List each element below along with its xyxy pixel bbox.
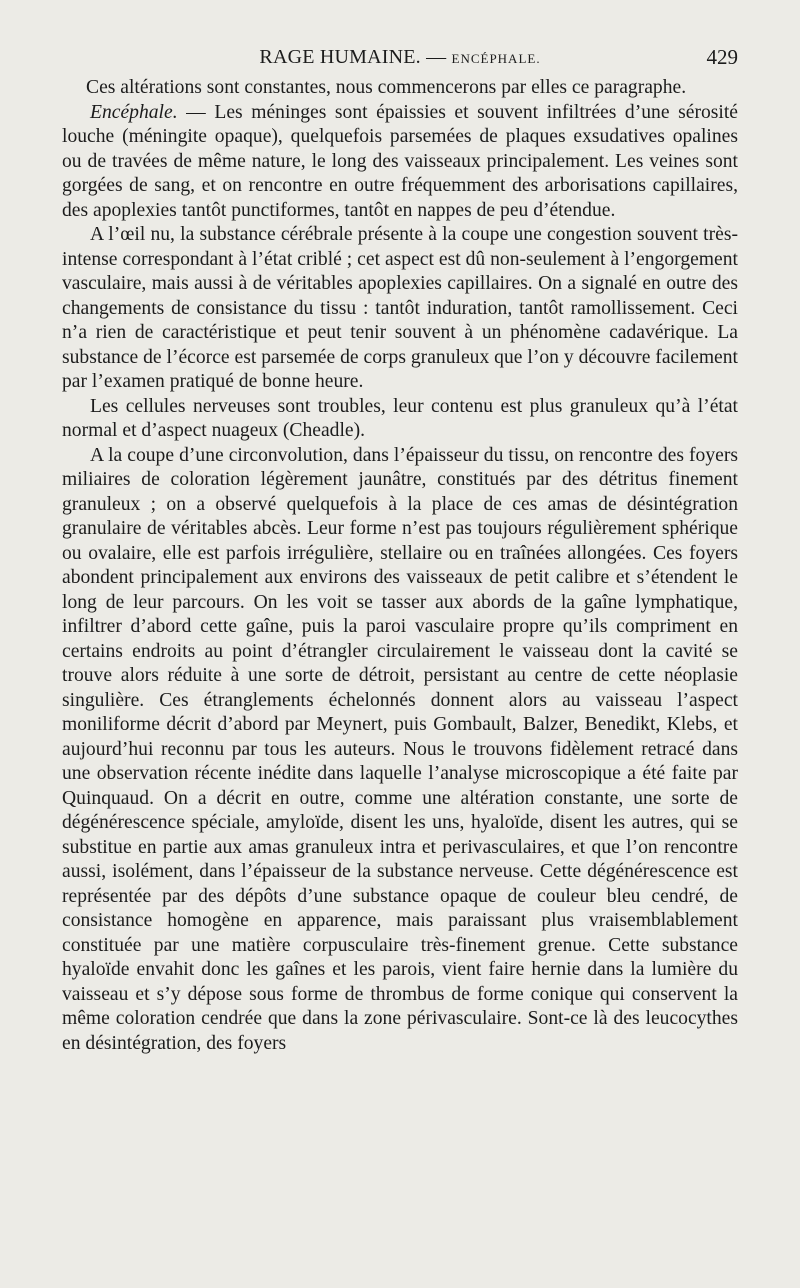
- section-heading-encephale: Encéphale.: [90, 101, 178, 123]
- paragraph-cellules: Les cellules nerveuses sont troubles, leur contenu est plus granuleux qu’à l’état normal et d’aspect nuageux (Cheadle).: [62, 395, 738, 441]
- body-text: [62, 76, 738, 1056]
- paragraph-intro: Ces altérations sont constantes, nous commencerons par elles ce paragraphe.: [86, 77, 687, 98]
- running-title-section: ENCÉPHALE.: [451, 51, 541, 66]
- page-header: [62, 42, 738, 72]
- paragraph-encephale-text: — Les méninges sont épaissies et souvent infiltrées d’une sérosité louche (méningite opaque), quelquefois parsemées de plaques exsudatives opalines ou de travées de même nature, le long des vaisseaux principalement. Les veines sont gorgées de sang, et on rencontre en outre fréquemment des arborisations capillaires, des apoplexies tantôt punctiformes, tantôt en nappes de peu d’étendue.: [62, 101, 738, 221]
- paragraph-coupe: A la coupe d’une circonvolution, dans l’épaisseur du tissu, on rencontre des foyers miliaires de coloration légèrement jaunâtre, constitués par des détritus finement granuleux ; on a observé quelquefois à la place de ces amas de désintégration granulaire de véritables abcès. Leur forme n’est pas toujours régulièrement sphérique ou ovalaire, elle est parfois irrégulière, stellaire ou en traînées allongées. Ces foyers abondent principalement aux environs des vaisseaux de petit calibre et s’étendent le long de leur parcours. On les voit se tasser aux abords de la gaîne lymphatique, infiltrer d’abord cette gaîne, puis la paroi vasculaire propre qu’ils compriment en certains endroits au point d’étrangler circulairement le vaisseau dont la cavité se trouve alors réduite à une sorte de détroit, persistant au centre de cette néoplasie singulière. Ces étranglements échelonnés donnent alors au vaisseau l’aspect moniliforme décrit d’abord par Meynert, puis Gombault, Balzer, Benedikt, Klebs, et aujourd’hui reconnu par tous les auteurs. Nous le trouvons fidèlement retracé dans une observation récente inédite dans laquelle l’analyse microscopique a été faite par Quinquaud. On a décrit en outre, comme une altération constante, une sorte de dégénérescence spéciale, amyloïde, disent les uns, hyaloïde, disent les autres, qui se substitue en partie aux amas granuleux intra et perivasculaires, et que l’on rencontre aussi, isolément, dans l’épaisseur de la substance nerveuse. Cette dégénérescence est représentée par des dépôts d’une substance opaque de couleur bleu cendré, de consistance homogène en apparence, mais paraissant plus vraisemblablement constituée par une matière corpusculaire très-finement grenue. Cette substance hyaloïde envahit donc les gaînes et les parois, vient faire hernie dans la lumière du vaisseau et s’y dépose sous forme de thrombus de forme conique qui conservent la même coloration cendrée que dans la zone périvasculaire. Sont-ce là des leucocythes en désintégration, des foyers: [62, 444, 738, 1054]
- running-title: [62, 42, 738, 74]
- page-number: 429: [706, 45, 738, 69]
- paragraph-oeil-nu: A l’œil nu, la substance cérébrale présente à la coupe une congestion souvent très-intense correspondant à l’état criblé ; cet aspect est dû non-seulement à l’engorgement vasculaire, mais aussi à de véritables apoplexies capillaires. On a signalé en outre des changements de consistance du tissu : tantôt induration, tantôt ramollissement. Ceci n’a rien de caractéristique et peut tenir souvent à un phénomène cadavérique. La substance de l’écorce est parsemée de corps granuleux que l’on y découvre facilement par l’examen pratiqué de bonne heure.: [62, 224, 738, 392]
- paragraph-encephale: [62, 101, 738, 224]
- running-title-main: RAGE HUMAINE. —: [259, 46, 447, 68]
